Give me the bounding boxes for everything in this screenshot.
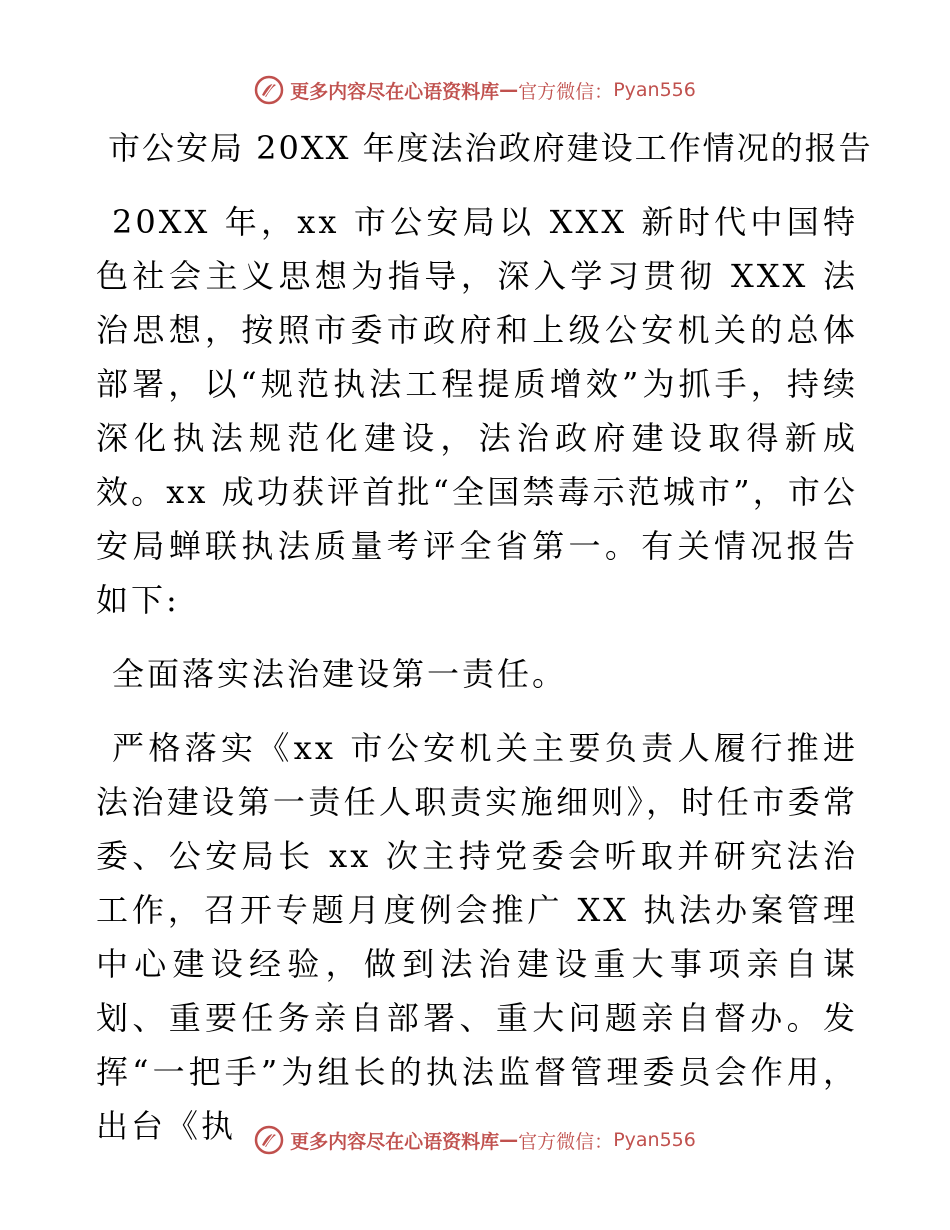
watermark-account: Pyan556: [613, 79, 696, 101]
paragraph-section-heading: 全面落实法治建设第一责任。: [112, 655, 568, 693]
watermark-separator: —: [499, 79, 519, 101]
watermark-brand: 更多内容尽在心语资料库: [290, 1130, 500, 1153]
document-body: [96, 195, 858, 1153]
watermark-wechat-label: 官方微信：: [518, 1130, 614, 1153]
paragraph-intro: 20XX 年，xx 市公安局以 XXX 新时代中国特色社会主义思想为指导，深入学习贯彻 XXX 法治思想，按照市委市政府和上级公安机关的总体部署，以“规范执法工程提质增效”为抓手，持续深化执法规范化建设，法治政府建设取得新成效。xx 成功获评首批“全国禁毒示范城市”，市公安局蝉联执法质量考评全省第一。有关情况报告如下:: [96, 203, 858, 619]
watermark-footer: [0, 1120, 950, 1160]
watermark-account: Pyan556: [613, 1129, 696, 1151]
paragraph-responsibility: 严格落实《xx 市公安机关主要负责人履行推进法治建设第一责任人职责实施细则》，时任市委常委、公安局长 xx 次主持党委会听取并研究法治工作，召开专题月度例会推广 XX 执法办案管理中心建设经验，做到法治建设重大事项亲自谋划、重要任务亲自部署、重大问题亲自督办。发挥“一把手”为组长的执法监督管理委员会作用，出台《执: [96, 729, 858, 1145]
logo-icon: [254, 75, 284, 105]
watermark-separator: —: [499, 1129, 519, 1151]
document-title: 市公安局 20XX 年度法治政府建设工作情况的报告: [108, 129, 873, 167]
watermark-header: [0, 70, 950, 110]
watermark-wechat-label: 官方微信：: [518, 80, 614, 103]
logo-icon: [254, 1125, 284, 1155]
watermark-brand: 更多内容尽在心语资料库: [290, 80, 500, 103]
